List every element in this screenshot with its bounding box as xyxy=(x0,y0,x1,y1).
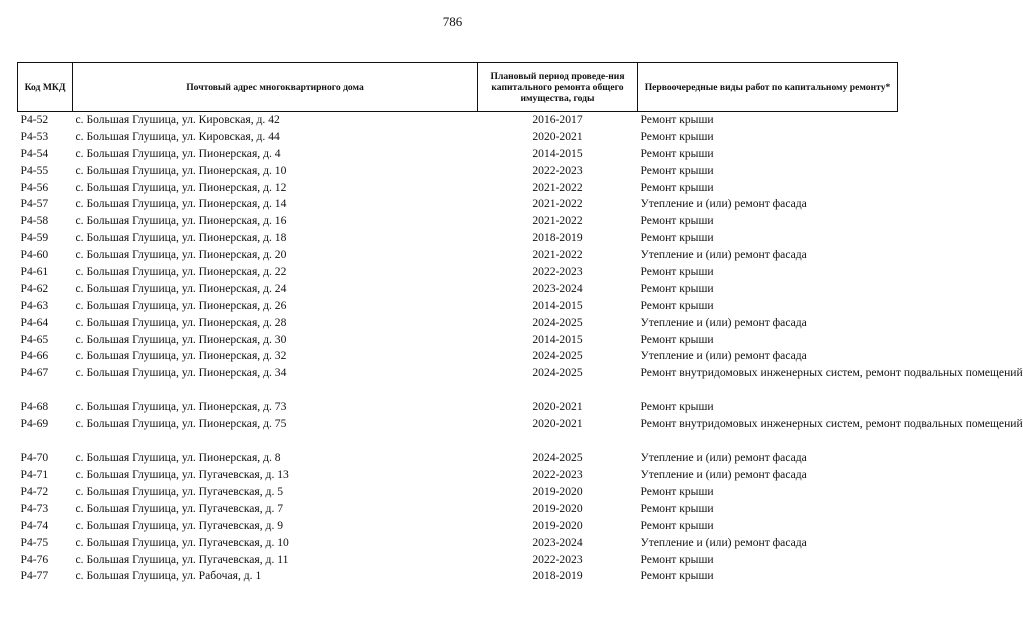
cell-period: 2021-2022 xyxy=(532,180,583,194)
cell-period: 2020-2021 xyxy=(532,129,583,143)
cell-address: с. Большая Глушица, ул. Пионерская, д. 20 xyxy=(75,248,287,262)
table-row xyxy=(18,163,898,180)
cell-work: Ремонт крыши xyxy=(640,231,714,245)
cell-address: с. Большая Глушица, ул. Пионерская, д. 10 xyxy=(75,163,287,177)
cell-work: Ремонт крыши xyxy=(640,501,714,515)
cell-code: Р4-54 xyxy=(20,146,49,160)
cell-address: с. Большая Глушица, ул. Пионерская, д. 4 xyxy=(75,146,281,160)
table-row xyxy=(18,230,898,247)
cell-address: с. Большая Глушица, ул. Пионерская, д. 34 xyxy=(75,366,287,380)
cell-address: с. Большая Глушица, ул. Пионерская, д. 28 xyxy=(75,315,287,329)
cell-work: Ремонт крыши xyxy=(640,332,714,346)
cell-address: с. Большая Глушица, ул. Пионерская, д. 18 xyxy=(75,231,287,245)
cell-code: Р4-64 xyxy=(20,315,49,329)
cell-code: Р4-52 xyxy=(20,113,49,126)
cell-code: Р4-67 xyxy=(20,366,49,380)
cell-work: Ремонт крыши xyxy=(640,485,714,499)
cell-address: с. Большая Глушица, ул. Пионерская, д. 73 xyxy=(75,400,287,414)
cell-work: Утепление и (или) ремонт фасада xyxy=(640,315,807,329)
cell-address: с. Большая Глушица, ул. Пугачевская, д. 9 xyxy=(75,518,284,532)
table-row xyxy=(18,196,898,213)
table-header xyxy=(18,63,898,112)
header-code: Код МКД xyxy=(18,63,73,112)
cell-code: Р4-65 xyxy=(20,332,49,346)
cell-address: с. Большая Глушица, ул. Кировская, д. 44 xyxy=(75,129,280,143)
cell-code: Р4-73 xyxy=(20,501,49,515)
header-address: Почтовый адрес многоквартирного дома xyxy=(73,63,478,112)
cell-code: Р4-61 xyxy=(20,265,49,279)
table-row xyxy=(18,552,898,569)
table-row xyxy=(18,332,898,349)
cell-period: 2014-2015 xyxy=(532,332,583,346)
table-row xyxy=(18,450,898,467)
cell-code: Р4-69 xyxy=(20,417,49,431)
cell-work: Ремонт крыши xyxy=(640,281,714,295)
cell-work: Ремонт крыши xyxy=(640,400,714,414)
cell-period: 2022-2023 xyxy=(532,163,583,177)
cell-work: Ремонт внутридомовых инженерных систем, ремонт подвальных помещений xyxy=(640,417,1023,431)
cell-work: Утепление и (или) ремонт фасада xyxy=(640,349,807,363)
cell-period: 2014-2015 xyxy=(532,298,583,312)
cell-code: Р4-70 xyxy=(20,451,49,465)
cell-period: 2016-2017 xyxy=(532,113,583,126)
cell-address: с. Большая Глушица, ул. Пионерская, д. 26 xyxy=(75,298,287,312)
cell-address: с. Большая Глушица, ул. Пионерская, д. 12 xyxy=(75,180,287,194)
table-body xyxy=(18,112,1023,586)
cell-period: 2022-2023 xyxy=(532,265,583,279)
cell-code: Р4-68 xyxy=(20,400,49,414)
cell-address: с. Большая Глушица, ул. Пионерская, д. 22 xyxy=(75,265,287,279)
cell-work: Утепление и (или) ремонт фасада xyxy=(640,451,807,465)
table-row xyxy=(18,180,898,197)
cell-code: Р4-63 xyxy=(20,298,49,312)
table-row xyxy=(18,281,898,298)
cell-work: Утепление и (или) ремонт фасада xyxy=(640,197,807,211)
table-row xyxy=(18,568,898,585)
table-row xyxy=(18,247,898,264)
table-row xyxy=(18,518,898,535)
table-row xyxy=(18,501,898,518)
cell-address: с. Большая Глушица, ул. Пионерская, д. 8 xyxy=(75,451,281,465)
cell-period: 2014-2015 xyxy=(532,146,583,160)
cell-work: Ремонт крыши xyxy=(640,113,714,126)
table-row xyxy=(18,315,898,332)
cell-work: Утепление и (или) ремонт фасада xyxy=(640,468,807,482)
cell-address: с. Большая Глушица, ул. Пугачевская, д. 10 xyxy=(75,535,289,549)
cell-code: Р4-72 xyxy=(20,485,49,499)
table-row xyxy=(18,146,898,163)
cell-address: с. Большая Глушица, ул. Пугачевская, д. 5 xyxy=(75,485,284,499)
table-row xyxy=(18,298,898,315)
table-row xyxy=(18,484,898,501)
table-row xyxy=(18,467,898,484)
cell-code: Р4-62 xyxy=(20,281,49,295)
table-row xyxy=(18,416,898,450)
header-work: Первоочередные виды работ по капитальному ремонту* xyxy=(638,63,898,112)
cell-code: Р4-55 xyxy=(20,163,49,177)
cell-period: 2024-2025 xyxy=(532,315,583,329)
cell-period: 2020-2021 xyxy=(532,400,583,414)
cell-period: 2019-2020 xyxy=(532,518,583,532)
cell-period: 2022-2023 xyxy=(532,552,583,566)
cell-code: Р4-76 xyxy=(20,552,49,566)
cell-period: 2023-2024 xyxy=(532,535,583,549)
cell-code: Р4-74 xyxy=(20,518,49,532)
cell-work: Ремонт крыши xyxy=(640,129,714,143)
cell-code: Р4-57 xyxy=(20,197,49,211)
cell-work: Ремонт крыши xyxy=(640,298,714,312)
table-row xyxy=(18,264,898,281)
cell-work: Ремонт крыши xyxy=(640,518,714,532)
cell-address: с. Большая Глушица, ул. Пионерская, д. 30 xyxy=(75,332,287,346)
cell-work: Утепление и (или) ремонт фасада xyxy=(640,535,807,549)
cell-code: Р4-60 xyxy=(20,248,49,262)
cell-work: Ремонт внутридомовых инженерных систем, ремонт подвальных помещений xyxy=(640,366,1023,380)
cell-address: с. Большая Глушица, ул. Пионерская, д. 16 xyxy=(75,214,287,228)
page-number: 786 xyxy=(442,14,463,29)
table-row xyxy=(18,535,898,552)
header-row xyxy=(18,63,898,112)
cell-code: Р4-58 xyxy=(20,214,49,228)
cell-work: Ремонт крыши xyxy=(640,180,714,194)
cell-code: Р4-56 xyxy=(20,180,49,194)
cell-period: 2024-2025 xyxy=(532,366,583,380)
cell-work: Ремонт крыши xyxy=(640,552,714,566)
cell-code: Р4-53 xyxy=(20,129,49,143)
cell-period: 2021-2022 xyxy=(532,197,583,211)
cell-period: 2024-2025 xyxy=(532,451,583,465)
table-row xyxy=(18,399,898,416)
cell-work: Ремонт крыши xyxy=(640,214,714,228)
cell-code: Р4-75 xyxy=(20,535,49,549)
table-row xyxy=(18,365,898,399)
cell-period: 2019-2020 xyxy=(532,501,583,515)
cell-period: 2022-2023 xyxy=(532,468,583,482)
cell-address: с. Большая Глушица, ул. Пионерская, д. 75 xyxy=(75,417,287,431)
cell-work: Ремонт крыши xyxy=(640,163,714,177)
cell-work: Ремонт крыши xyxy=(640,569,714,583)
cell-work: Ремонт крыши xyxy=(640,146,714,160)
capital-repair-table xyxy=(17,62,1023,585)
cell-period: 2020-2021 xyxy=(532,417,583,431)
table-row xyxy=(18,213,898,230)
cell-address: с. Большая Глушица, ул. Кировская, д. 42 xyxy=(75,113,280,126)
cell-code: Р4-66 xyxy=(20,349,49,363)
cell-code: Р4-59 xyxy=(20,231,49,245)
cell-period: 2019-2020 xyxy=(532,485,583,499)
header-period: Плановый период проведе-ния капитального ремонта общего имущества, годы xyxy=(478,63,638,112)
cell-address: с. Большая Глушица, ул. Пугачевская, д. 7 xyxy=(75,501,284,515)
cell-period: 2021-2022 xyxy=(532,214,583,228)
cell-address: с. Большая Глушица, ул. Пугачевская, д. 11 xyxy=(75,552,289,566)
cell-address: с. Большая Глушица, ул. Пионерская, д. 14 xyxy=(75,197,287,211)
table-row xyxy=(18,129,898,146)
cell-period: 2024-2025 xyxy=(532,349,583,363)
cell-work: Утепление и (или) ремонт фасада xyxy=(640,248,807,262)
cell-address: с. Большая Глушица, ул. Рабочая, д. 1 xyxy=(75,569,262,583)
cell-period: 2018-2019 xyxy=(532,231,583,245)
cell-address: с. Большая Глушица, ул. Пугачевская, д. 13 xyxy=(75,468,289,482)
cell-work: Ремонт крыши xyxy=(640,265,714,279)
cell-address: с. Большая Глушица, ул. Пионерская, д. 24 xyxy=(75,281,287,295)
cell-code: Р4-77 xyxy=(20,569,49,583)
cell-period: 2023-2024 xyxy=(532,281,583,295)
table-row xyxy=(18,112,898,129)
cell-period: 2018-2019 xyxy=(532,569,583,583)
cell-code: Р4-71 xyxy=(20,468,49,482)
table-row xyxy=(18,348,898,365)
cell-address: с. Большая Глушица, ул. Пионерская, д. 32 xyxy=(75,349,287,363)
cell-period: 2021-2022 xyxy=(532,248,583,262)
